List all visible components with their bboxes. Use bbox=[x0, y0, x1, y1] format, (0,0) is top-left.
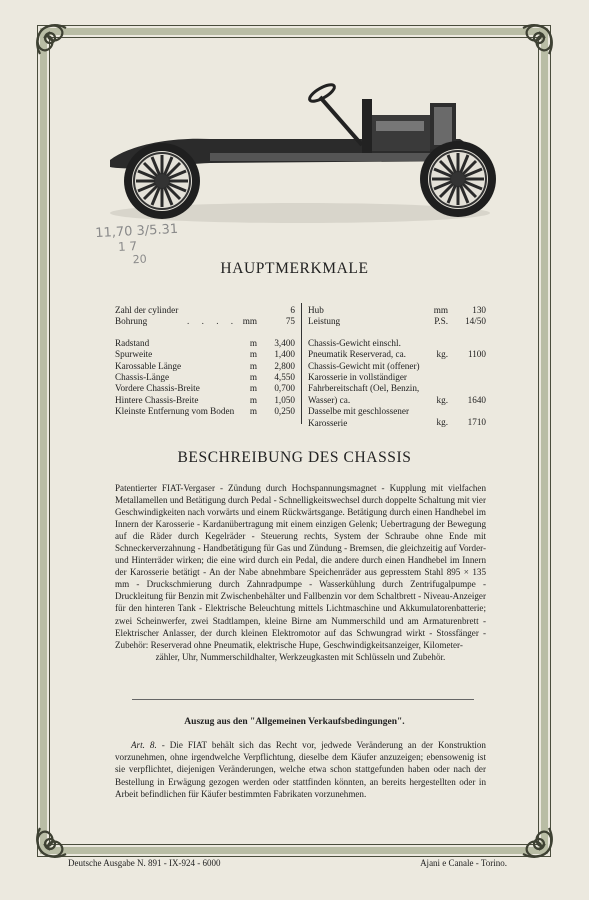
spec-row bbox=[115, 383, 295, 394]
edition-footer: Deutsche Ausgabe N. 891 - IX-924 - 6000 bbox=[68, 858, 221, 868]
spec-unit: kg. bbox=[436, 348, 448, 359]
terms-article bbox=[115, 739, 486, 800]
spec-row bbox=[115, 372, 295, 383]
spec-unit: m bbox=[249, 360, 257, 371]
spec-value: 4,550 bbox=[274, 371, 295, 382]
spec-value: 6 bbox=[290, 305, 295, 315]
spec-value: 2,800 bbox=[274, 360, 295, 371]
spec-value: 1,050 bbox=[274, 394, 295, 405]
chassis-heading: BESCHREIBUNG DES CHASSIS bbox=[177, 449, 412, 466]
spec-row bbox=[115, 406, 295, 417]
spec-label: Chassis-Gewicht mit (offener) Karosserie in vollständiger Fahrbereitschaft (Oel, Benzin, Wasser) ca. bbox=[308, 360, 420, 405]
pencil-line-2: 1 7 bbox=[117, 239, 138, 255]
article-text: - Die FIAT behält sich das Recht vor, jedwede Veränderung an der Konstruktion vorzunehmen, ohne irgendwelche Verpflichtung, dieselbe dem Käufer anzuzeigen; ebensowenig ist sie verpflichtet, diejenigen Veränderungen, welche etwa schon stattgefunden haben oder nach der Bestellung in Erwägung gezogen werden oder stattfinden könnten, an bereits hergestellten oder in Arbeit befindlichen für Käufer bestimmten Fabrikaten vorzunehmen. bbox=[115, 740, 486, 799]
spec-unit: m bbox=[249, 349, 257, 360]
spec-label: Hintere Chassis-Breite bbox=[115, 394, 199, 405]
spec-value: 14/50 bbox=[465, 316, 486, 327]
spec-row bbox=[115, 361, 295, 372]
spec-value: 1640 bbox=[467, 394, 486, 405]
spec-label: Dasselbe mit geschlossener Karosserie bbox=[308, 406, 410, 428]
spec-row bbox=[115, 338, 295, 349]
section-rule bbox=[132, 699, 474, 700]
terms-extract-title: Auszug aus den "Allgemeinen Verkaufsbedingungen". bbox=[184, 717, 405, 727]
spec-row bbox=[308, 316, 486, 327]
spec-unit: mm bbox=[242, 316, 257, 327]
specs-right-column bbox=[308, 305, 486, 429]
spec-label: Leistung bbox=[308, 316, 341, 327]
spec-label: Spurweite bbox=[115, 349, 153, 360]
specs-left-column bbox=[115, 305, 295, 418]
article-label: Art. 8. bbox=[131, 740, 157, 750]
spec-value: 1,400 bbox=[274, 349, 295, 360]
celtic-knot-corner-ornament bbox=[513, 818, 559, 864]
spec-label: Kleinste Entfernung vom Boden bbox=[115, 406, 235, 417]
pencil-line-3: 20 bbox=[132, 252, 148, 267]
chassis-description-last-line: zähler, Uhr, Nummerschildhalter, Werkzeugkasten mit Schlüsseln und Zubehör. bbox=[155, 651, 446, 662]
spec-unit: m bbox=[249, 337, 257, 348]
leader-dots: . . . . bbox=[187, 316, 239, 327]
column-divider bbox=[301, 303, 302, 424]
spec-unit: kg. bbox=[436, 417, 448, 428]
chassis-description-text: Patentierter FIAT-Vergaser - Zündung durch Hochspannungsmagnet - Kupplung mit vielfachen Metallamellen und Betätigung durch Pedal - Schnelligkeitswechsel durch doppelte Schaltung mit vier Geschwindigkeiten nach vorwärts und einem Rückwärtsgange. Betätigung durch einen Handhebel im Innern der Karosserie - Kardanübertragung mit einem einzigen Gelenk; Uebertragung der Bewegung auf die Räder durch Kegelräder - Steuerung rechts, System der Schraube ohne Ende mit Schneckerverzahnung - Handbetätigung für Gas und Zündung - Bremsen, die gleichzeitig auf Vorder- und Hinterräder wirken; die eine wird durch ein Pedal, die andere durch einen Handhebel im Innern der Karosserie betätigt - An der Nabe abnehmbare Speichenräder aus gepresstem Stahl 895 × 135 mm - Druckschmierung durch Zahnradpumpe - Wasserkühlung durch Zentrifugalpumpe - Druckleitung für Benzin mit Zwischenbehälter und Fallbenzin vor dem Schaltbrett - Niveau-Anzeiger für den hinteren Tank - Elektrische Beleuchtung mittels Lichtmaschine und Akkumulatorenbatterie; zwei Scheinwerfer, zwei Stadtlampen, kleine Birne am Nummerschild und am Armaturenbrett - Elektrischer Anlasser, der durch kleinen Elektromotor auf das Schwungrad wirkt - Stossfänger - Zubehör: Reserverad ohne Pneumatik, elektrische Hupe, Geschwindigkeitsanzeiger, Kilometer- bbox=[115, 483, 486, 650]
spec-value: 130 bbox=[472, 305, 486, 315]
spec-row bbox=[308, 338, 486, 361]
printer-footer: Ajani e Canale - Torino. bbox=[420, 858, 507, 868]
spec-row bbox=[115, 305, 295, 316]
spec-row bbox=[308, 406, 486, 429]
spec-label: Zahl der cylinder bbox=[115, 305, 179, 315]
spec-unit: mm bbox=[433, 305, 448, 315]
spec-unit: P.S. bbox=[434, 316, 448, 327]
spec-row bbox=[308, 305, 486, 316]
main-heading: HAUPTMERKMALE bbox=[220, 260, 369, 277]
car-chassis-photo bbox=[100, 75, 500, 225]
spec-row bbox=[115, 395, 295, 406]
spec-unit: m bbox=[249, 394, 257, 405]
spec-label: Bohrung bbox=[115, 316, 148, 327]
spec-unit: kg. bbox=[436, 394, 448, 405]
spec-label: Chassis-Gewicht einschl. Pneumatik Reserverad, ca. bbox=[308, 337, 406, 360]
spec-unit: m bbox=[249, 383, 257, 394]
spec-value: 1710 bbox=[467, 417, 486, 428]
spec-value: 3,400 bbox=[274, 337, 295, 348]
spec-label: Vordere Chassis-Breite bbox=[115, 383, 200, 394]
pencil-line-1: 11,70 3/5.31 bbox=[94, 221, 179, 242]
spec-label: Chassis-Länge bbox=[115, 371, 170, 382]
spec-label: Radstand bbox=[115, 337, 150, 348]
spec-row bbox=[115, 349, 295, 360]
spec-unit: m bbox=[249, 406, 257, 417]
spec-row bbox=[115, 316, 295, 327]
spec-unit: m bbox=[249, 371, 257, 382]
spec-row bbox=[308, 361, 486, 407]
spec-value: 1100 bbox=[467, 348, 486, 359]
spec-value: 75 bbox=[285, 316, 295, 327]
chassis-description bbox=[115, 482, 486, 663]
spec-label: Hub bbox=[308, 305, 324, 315]
spec-value: 0,250 bbox=[274, 406, 295, 417]
spec-value: 0,700 bbox=[274, 383, 295, 394]
spec-label: Karossable Länge bbox=[115, 360, 182, 371]
celtic-knot-corner-ornament bbox=[513, 18, 559, 64]
celtic-knot-corner-ornament bbox=[30, 18, 76, 64]
